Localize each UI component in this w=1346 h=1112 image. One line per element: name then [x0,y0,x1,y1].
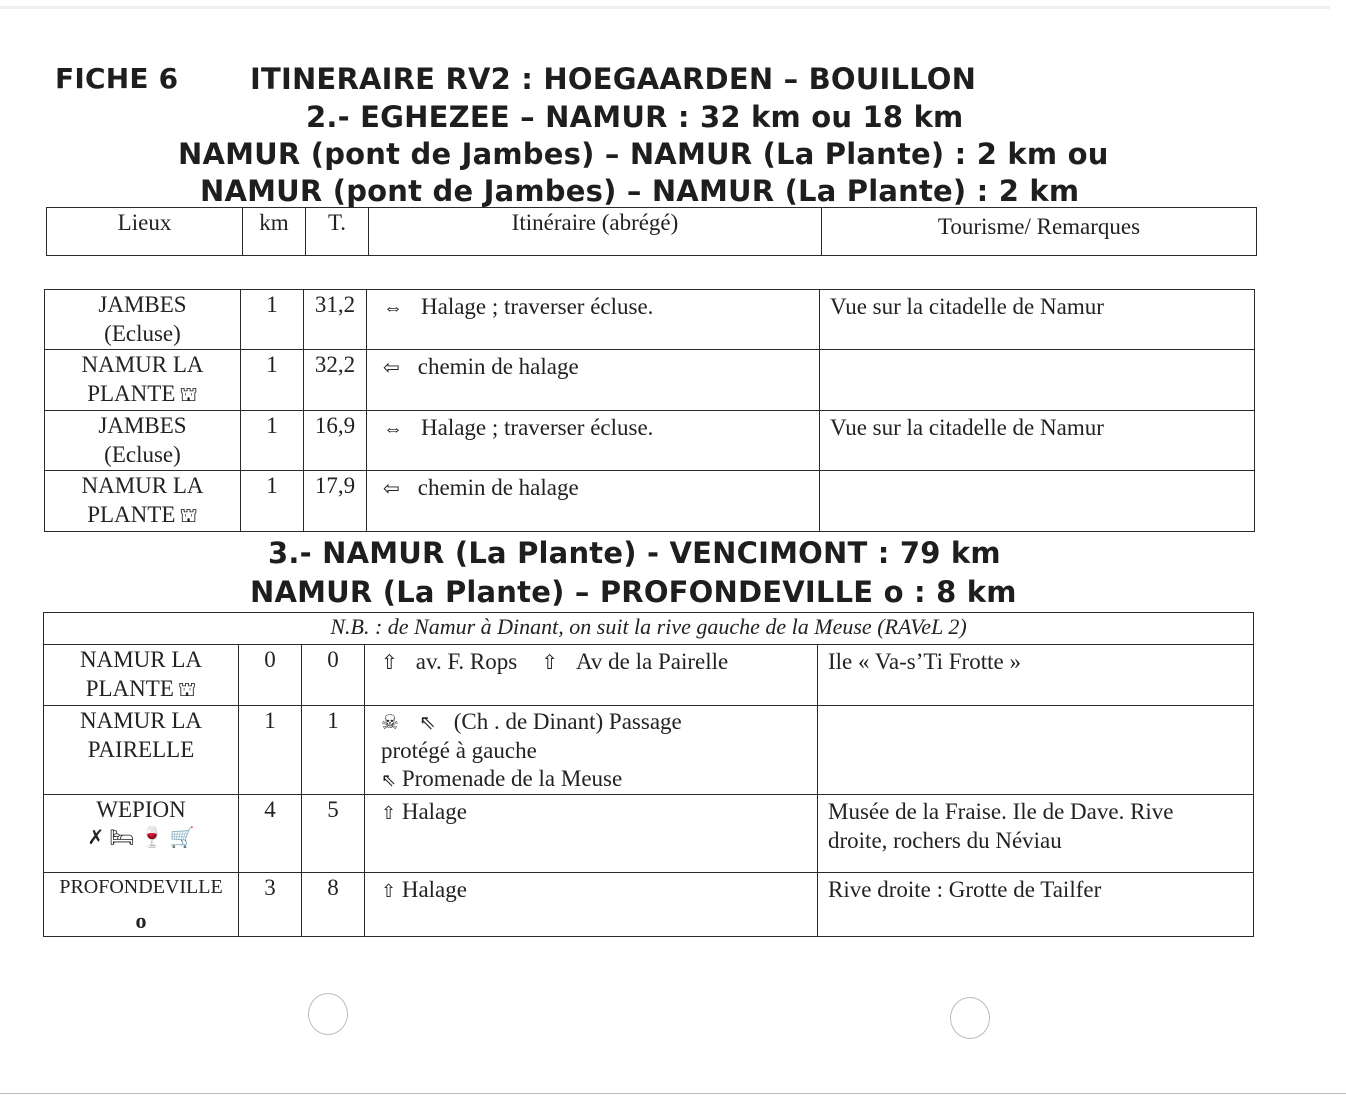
place-detail: (Ecluse) [104,442,181,467]
page-bottom-edge [0,1093,1346,1094]
table-row [45,471,1255,532]
table-row [45,350,1255,411]
table-row [45,411,1255,471]
col-lieux: Lieux [47,208,243,256]
remark-text [820,471,1255,532]
binder-hole-right [950,997,990,1039]
itinerary-text: protégé à gauche [381,738,537,763]
section3-table [43,612,1254,937]
km-value: 1 [241,411,304,471]
total-value: 32,2 [304,350,367,411]
place-name: PROFONDEVILLE [59,876,223,898]
left-arrow-icon: ⇦ [383,478,400,500]
youth-hostel-icon: ⛫ [179,384,198,406]
remark-text: Vue sur la citadelle de Namur [820,290,1255,350]
total-value: 5 [302,795,365,873]
km-value: 1 [239,706,302,795]
itinerary-text: Halage ; traverser écluse. [421,294,654,319]
place-detail: PLANTE [85,676,174,701]
both-directions-arrow-icon: ⇔ [383,297,403,319]
remark-text: Ile « Va-s’Ti Frotte » [818,645,1254,706]
km-value: 1 [241,471,304,532]
remark-text [818,706,1254,795]
itinerary-text: Av de la Pairelle [576,649,729,674]
itinerary-text: av. F. Rops [415,649,518,674]
km-value: 1 [241,290,304,350]
itinerary-text: chemin de halage [417,475,579,500]
col-km: km [243,208,306,256]
km-value: 1 [241,350,304,411]
table-row [45,290,1255,350]
place-name: JAMBES [98,413,187,438]
itinerary-text: Halage ; traverser écluse. [421,415,654,440]
section3-title: 3.- NAMUR (La Plante) - VENCIMONT : 79 km [268,536,1001,570]
danger-icon: ☠ [381,712,399,734]
straight-arrow-icon: ⇧ [541,652,558,674]
section2-table [44,289,1255,532]
section2-title: 2.- EGHEZEE – NAMUR : 32 km ou 18 km [306,100,964,134]
itinerary-text: Halage [401,877,467,902]
remark-text: droite, rochers du Néviau [828,828,1062,853]
place-name: NAMUR LA [79,647,203,672]
up-left-arrow-icon: ⇖ [418,712,436,734]
remark-text [820,350,1255,411]
place-name: WEPION [96,797,186,822]
itinerary-text: chemin de halage [417,354,579,379]
place-detail: (Ecluse) [104,321,181,346]
itinerary-text: (Ch . de Dinant) Passage [453,709,682,734]
place-name: NAMUR LA [79,708,203,733]
table-row [44,873,1254,937]
table-row [44,795,1254,873]
both-directions-arrow-icon: ⇔ [383,418,403,440]
fiche-number: FICHE 6 [55,62,179,95]
col-itineraire: Itinéraire (abrégé) [369,208,822,256]
place-name: NAMUR LA [81,352,204,377]
youth-hostel-icon: ⛫ [177,679,197,701]
total-value: 0 [302,645,365,706]
place-detail: PLANTE [87,381,176,406]
table-row [44,645,1254,706]
total-value: 1 [302,706,365,795]
place-detail: PLANTE [87,502,176,527]
straight-arrow-icon: ⇧ [381,652,398,674]
binder-hole-left [308,993,348,1035]
col-remarques: Tourisme/ Remarques [822,208,1257,256]
remark-text: Vue sur la citadelle de Namur [820,411,1255,471]
remark-text: Rive droite : Grotte de Tailfer [818,873,1254,937]
total-value: 8 [302,873,365,937]
section2-subtitle-2: NAMUR (pont de Jambes) – NAMUR (La Plante) : 2 km [200,174,1080,208]
total-value: 16,9 [304,411,367,471]
scan-top-edge [0,6,1330,9]
itinerary-title: ITINERAIRE RV2 : HOEGAARDEN – BOUILLON [250,62,977,96]
km-value: 3 [239,873,302,937]
section2-subtitle-1: NAMUR (pont de Jambes) – NAMUR (La Plante) : 2 km ou [178,137,1109,171]
column-header-table [46,207,1257,256]
youth-hostel-icon: ⛫ [179,505,198,527]
left-arrow-icon: ⇦ [383,357,400,379]
total-value: 17,9 [304,471,367,532]
nb-note: N.B. : de Namur à Dinant, on suit la rive gauche de la Meuse (RAVeL 2) [44,613,1254,645]
closed-marker: o [135,908,147,933]
section3-subtitle: NAMUR (La Plante) – PROFONDEVILLE o : 8 km [250,575,1017,609]
itinerary-text: Halage [401,799,467,824]
total-value: 31,2 [304,290,367,350]
service-icons: ✗ 🛏 🍷 🛒 [87,827,195,849]
place-detail: PAIRELLE [87,737,195,762]
km-value: 4 [239,795,302,873]
remark-text: Musée de la Fraise. Ile de Dave. Rive [828,799,1174,824]
up-left-arrow-icon: ⇖ [381,770,397,790]
itinerary-text: Promenade de la Meuse [401,766,623,791]
table-row [44,706,1254,795]
place-name: JAMBES [98,292,187,317]
straight-arrow-icon: ⇧ [381,881,397,901]
straight-arrow-icon: ⇧ [381,803,397,823]
place-name: NAMUR LA [81,473,204,498]
col-t: T. [306,208,369,256]
km-value: 0 [239,645,302,706]
